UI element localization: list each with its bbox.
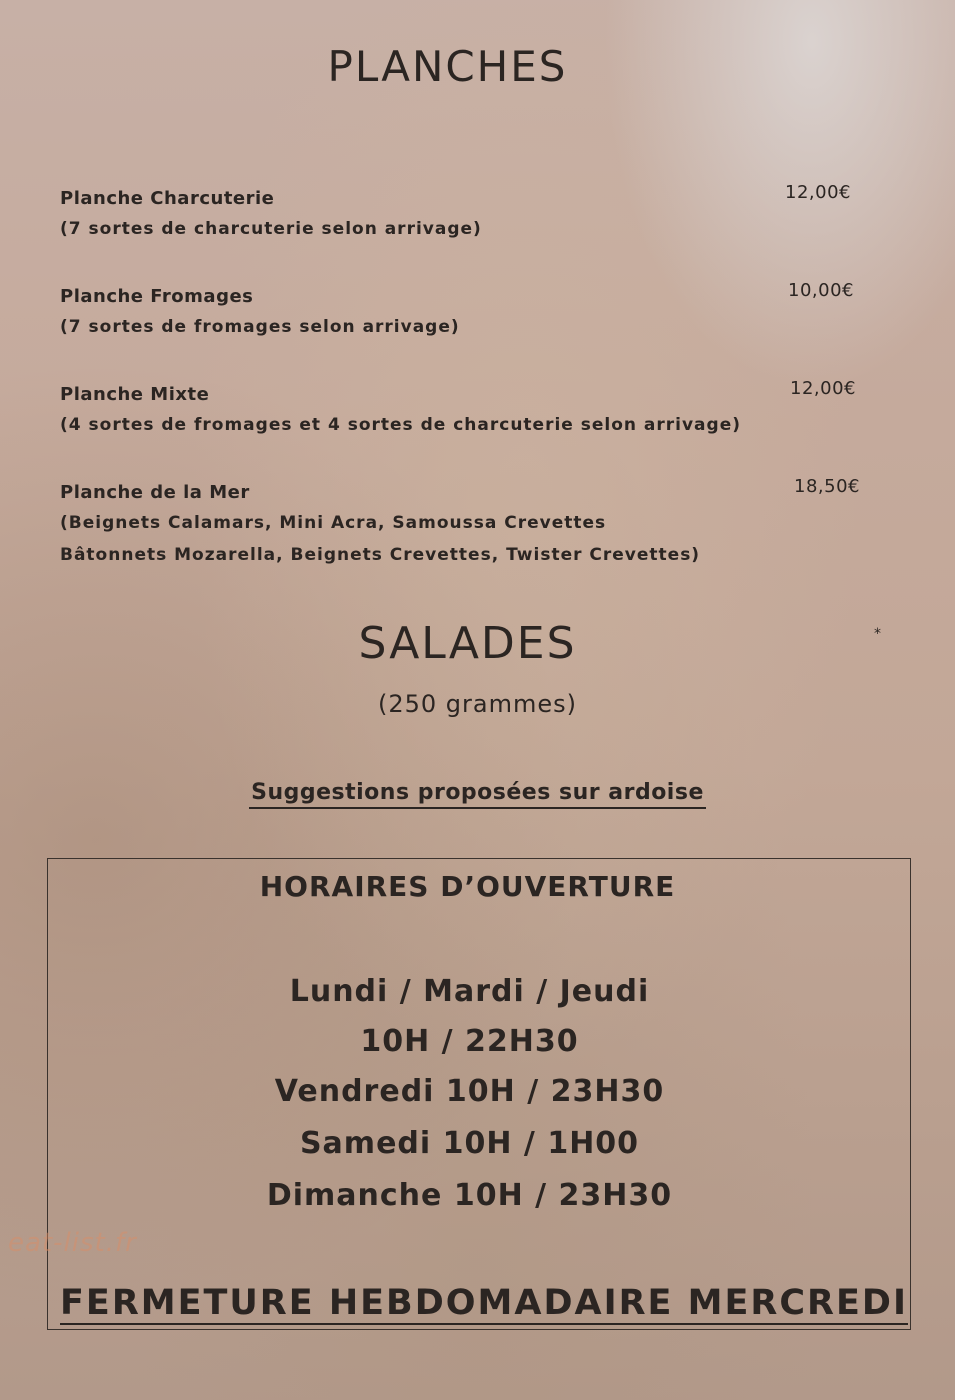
menu-item [60, 182, 880, 239]
weekly-closure [60, 1283, 920, 1323]
hours-line: Samedi 10H / 1H00 [299, 1126, 640, 1161]
suggestions-text: Suggestions proposées sur ardoise [249, 780, 706, 809]
item-description: (7 sortes de fromages selon arrivage) [60, 317, 460, 337]
item-description: (4 sortes de fromages et 4 sortes de charcuterie selon arrivage) [60, 415, 741, 435]
item-name: Planche Mixte [60, 384, 210, 405]
hours-line: 10H / 22H30 [360, 1024, 579, 1059]
item-price: 18,50€ [794, 476, 860, 497]
item-price: 12,00€ [790, 378, 856, 399]
star-mark: * [874, 626, 881, 642]
item-description-line: Bâtonnets Mozarella, Beignets Crevettes, Twister Crevettes) [60, 545, 701, 565]
planches-title: PLANCHES [327, 42, 568, 91]
item-price: 12,00€ [785, 182, 851, 203]
menu-item [60, 378, 880, 435]
item-description [60, 507, 880, 571]
hours-line: Dimanche 10H / 23H30 [266, 1178, 673, 1213]
salades-title: SALADES [358, 618, 577, 669]
hours-line: Vendredi 10H / 23H30 [274, 1074, 665, 1109]
item-name: Planche Charcuterie [60, 188, 275, 209]
weekly-closure-text: FERMETURE HEBDOMADAIRE MERCREDI [60, 1283, 908, 1323]
item-price: 10,00€ [788, 280, 854, 301]
salades-subtitle: (250 grammes) [378, 690, 577, 718]
item-description: (7 sortes de charcuterie selon arrivage) [60, 219, 482, 239]
menu-item [60, 476, 880, 571]
menu-item [60, 280, 880, 337]
opening-hours-title: HORAIRES D’OUVERTURE [259, 870, 676, 903]
item-description-line: (Beignets Calamars, Mini Acra, Samoussa Crevettes [60, 513, 607, 533]
watermark: eat-list.fr [8, 1228, 137, 1258]
hours-line: Lundi / Mardi / Jeudi [289, 974, 650, 1009]
item-name: Planche de la Mer [60, 482, 250, 503]
suggestions-note [0, 780, 955, 805]
item-name: Planche Fromages [60, 286, 254, 307]
